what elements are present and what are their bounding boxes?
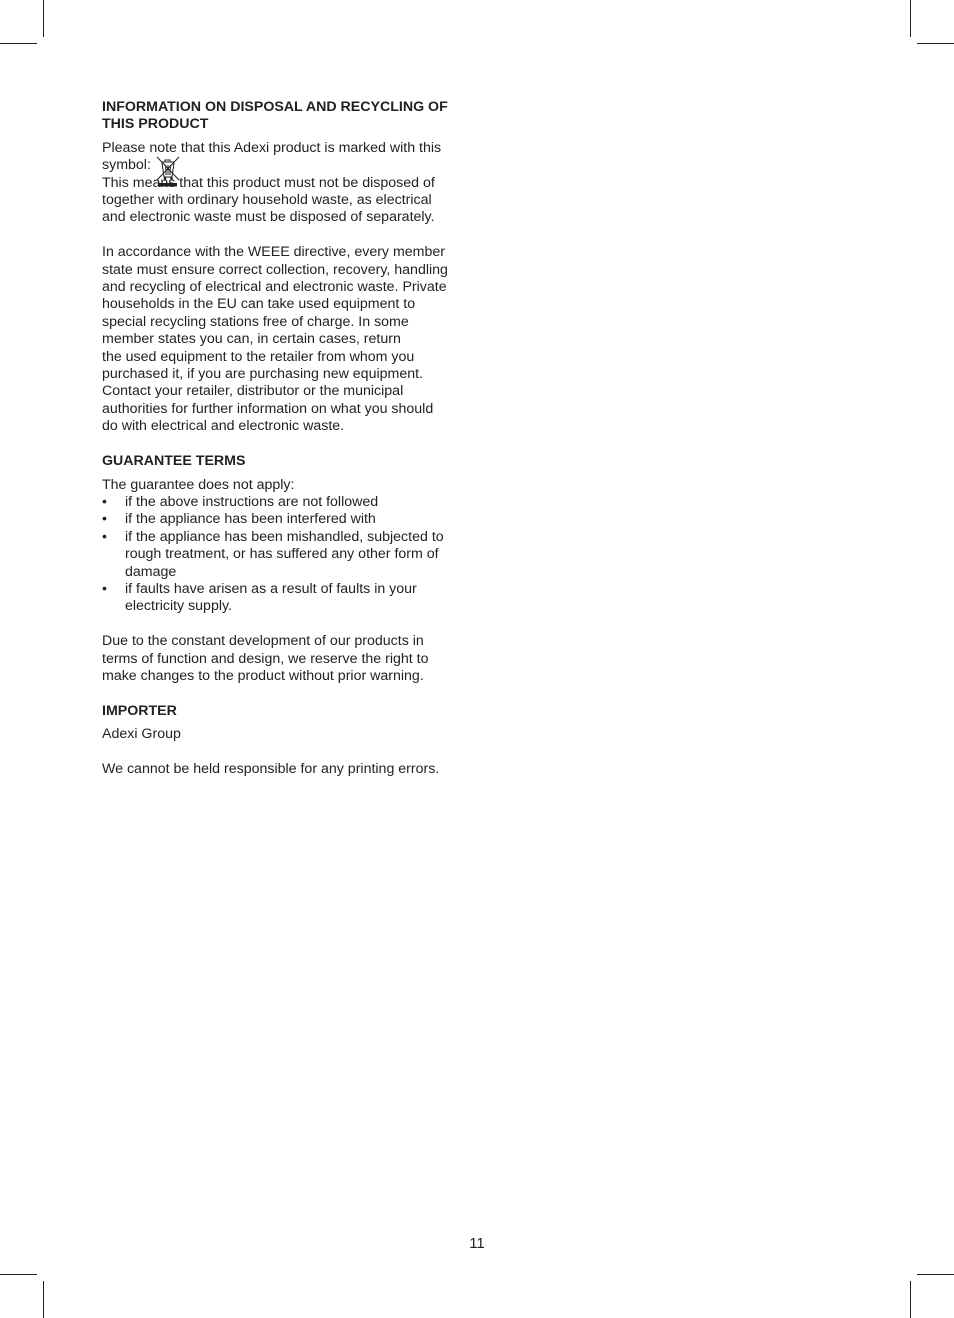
guarantee-section xyxy=(102,453,464,685)
guarantee-exclusions-list xyxy=(102,494,464,616)
disposal-heading: INFORMATION ON DISPOSAL AND RECYCLING OF THIS PRODUCT xyxy=(102,99,448,133)
list-item: • if the above instructions are not followed xyxy=(102,493,379,510)
disposal-means-paragraph: This means that this product must not be disposed of together with ordinary household waste, as electrical and electronic waste must be disposed of separately. xyxy=(102,174,435,226)
crop-mark-top-right-horizontal xyxy=(917,43,954,44)
bullet-icon: • xyxy=(102,511,107,528)
development-paragraph: Due to the constant development of our products in terms of function and design, we reserve the right to make changes to the product without prior warning. xyxy=(102,633,429,684)
page-number: 11 xyxy=(469,1235,485,1252)
weee-paragraph: In accordance with the WEEE directive, every member state must ensure correct collection, recovery, handling and recycling of electrical and electronic waste. Private households in the EU can take used equipment to special recycling stations free of charge. In some member states you can, in certain cases, return the used equipment to the retailer from whom you purchased it, if you are purchasing new equipment. Contact your retailer, distributor or the municipal authorities for further information on what you should do with electrical and electronic waste. xyxy=(102,244,448,435)
disposal-section xyxy=(102,99,464,436)
list-item: • if the appliance has been interfered with xyxy=(102,511,376,528)
crop-mark-top-left-horizontal xyxy=(0,43,37,44)
importer-heading: IMPORTER xyxy=(102,702,177,719)
importer-name: Adexi Group xyxy=(102,726,181,743)
printing-errors-disclaimer: We cannot be held responsible for any printing errors. xyxy=(102,760,440,777)
importer-section xyxy=(102,703,464,779)
crop-mark-bottom-left-vertical xyxy=(43,1281,44,1318)
guarantee-intro: The guarantee does not apply: xyxy=(102,476,295,493)
crop-mark-bottom-left-horizontal xyxy=(0,1274,37,1275)
list-item: • if the appliance has been mishandled, subjected to rough treatment, or has suffered any other form of damage xyxy=(102,528,444,580)
bullet-icon: • xyxy=(102,493,107,510)
bullet-icon: • xyxy=(102,580,107,597)
crop-mark-top-left-vertical xyxy=(43,0,44,37)
disposal-intro: Please note that this Adexi product is marked with this symbol: xyxy=(102,140,464,175)
crop-mark-bottom-right-vertical xyxy=(910,1281,911,1318)
bullet-icon: • xyxy=(102,528,107,545)
list-item: • if faults have arisen as a result of faults in your electricity supply. xyxy=(102,580,417,615)
guarantee-heading: GUARANTEE TERMS xyxy=(102,453,246,470)
text-column xyxy=(102,99,464,778)
crop-mark-top-right-vertical xyxy=(910,0,911,37)
crop-mark-bottom-right-horizontal xyxy=(917,1274,954,1275)
